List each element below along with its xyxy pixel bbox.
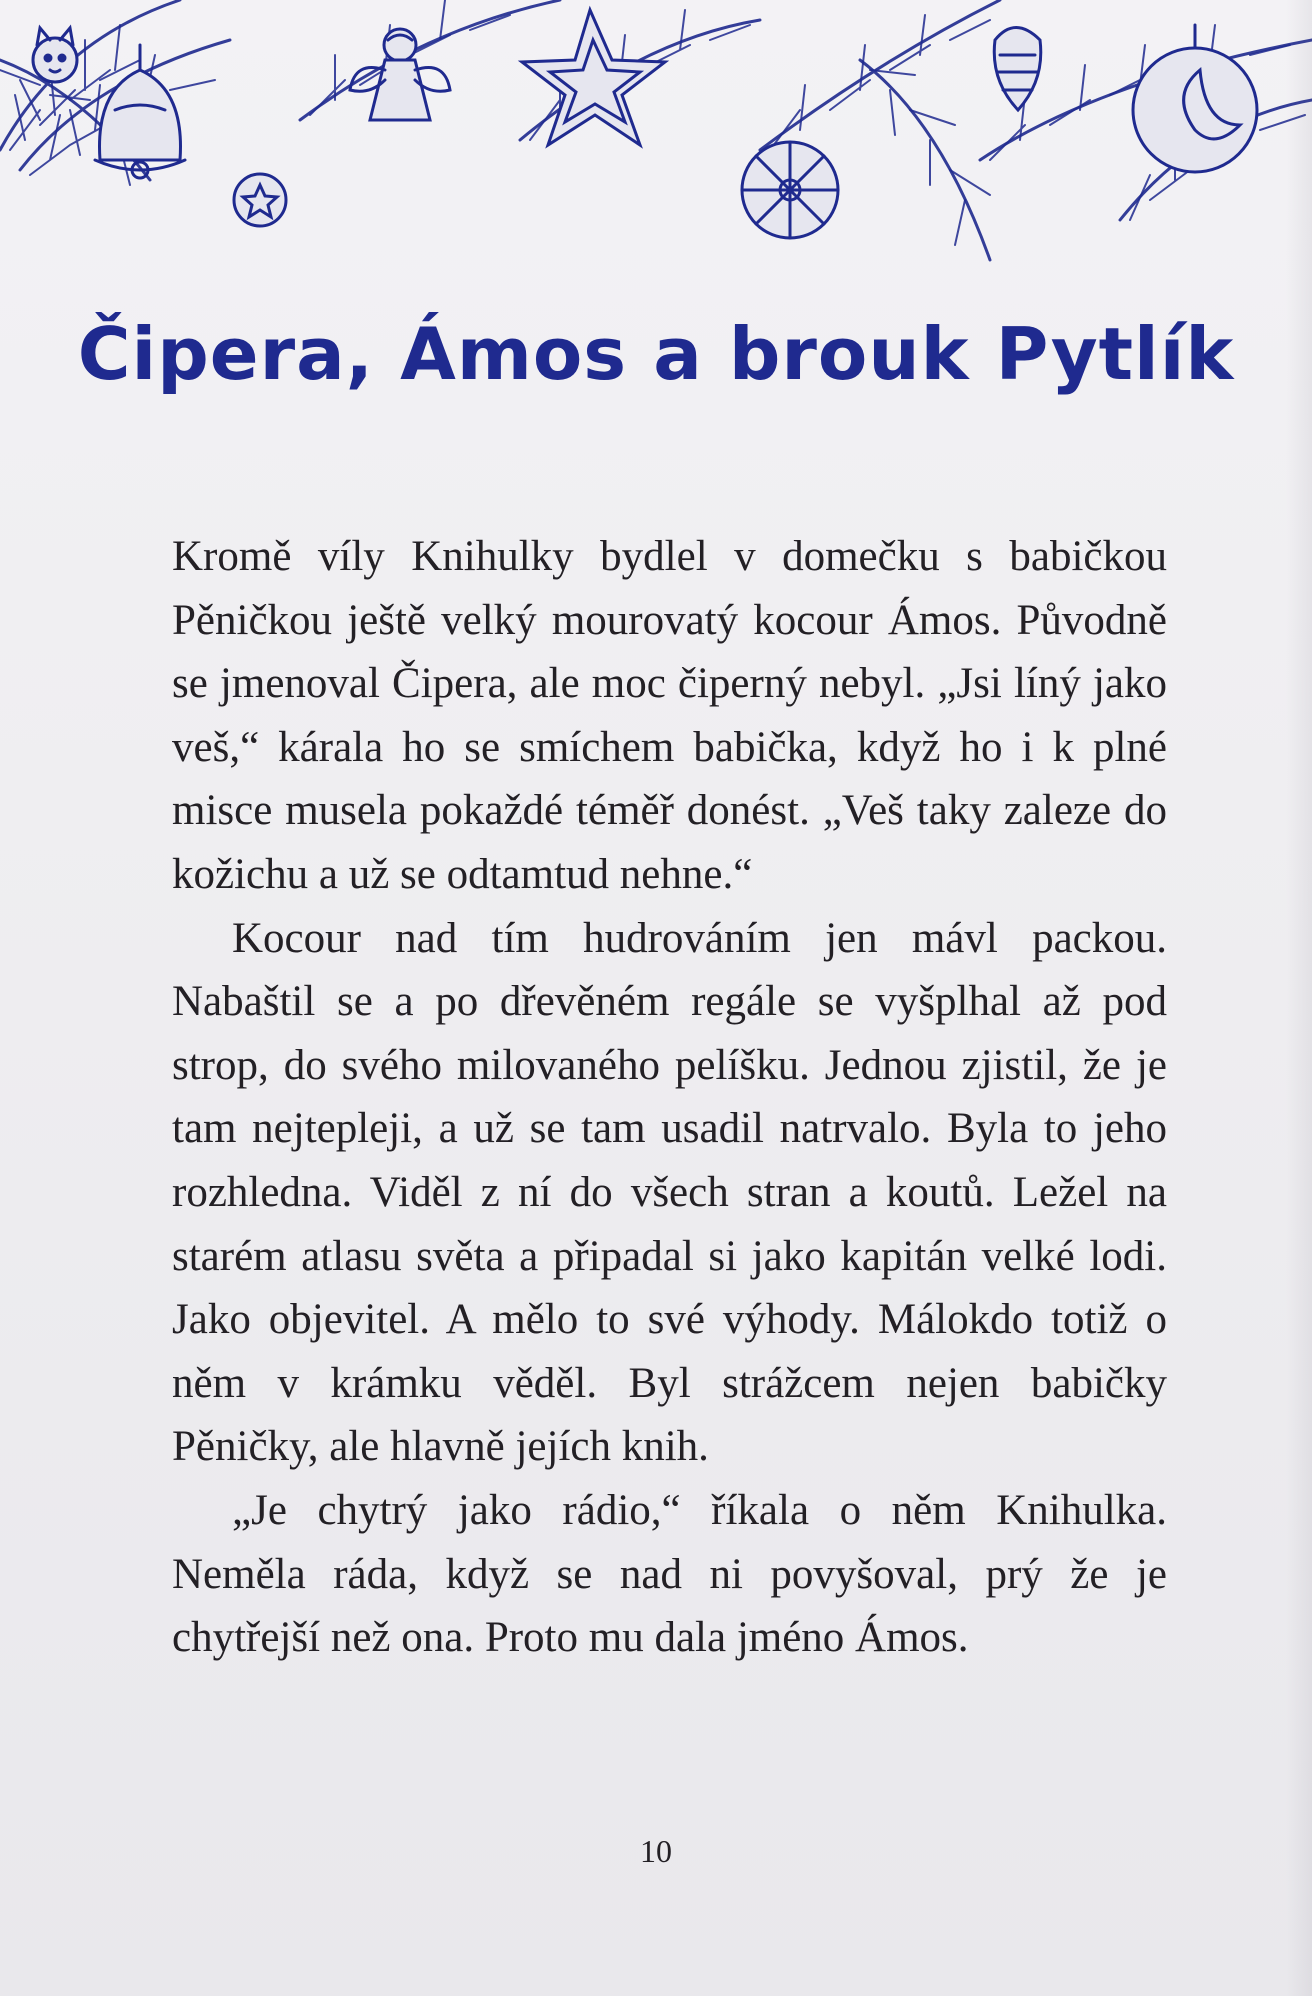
snowflake-ornament <box>742 142 838 238</box>
pine-needles <box>0 0 1305 245</box>
christmas-garland-illustration <box>0 0 1312 300</box>
small-star-bauble <box>234 174 286 226</box>
paragraph: Kromě víly Knihulky bydlel v domečku s babičkou Pěničkou ještě velký mourovatý kocour Ámos. Původně se jmenoval Čipera, ale moc čiperný nebyl. „Jsi líný jako veš,“ kárala ho se smíchem babička, když ho i k plné misce musela pokaždé téměř donést. „Veš taky zaleze do kožichu a už se odtamtud nehne.“ <box>172 533 1167 898</box>
pine-branches <box>0 0 1312 260</box>
page-number: 10 <box>640 1833 672 1869</box>
paragraph: „Je chytrý jako rádio,“ říkala o něm Knihulka. Neměla ráda, když se nad ni povyšoval, prý že je chytřejší než ona. Proto mu dala jméno Ámos. <box>172 1486 1167 1662</box>
chapter-body <box>172 525 1167 1670</box>
bell-ornament <box>95 45 185 178</box>
star-ornament <box>522 10 665 145</box>
cat-ornament <box>33 28 77 82</box>
moon-bauble <box>1133 25 1257 172</box>
paragraph: Kocour nad tím hudrováním jen mávl packou. Nabaštil se a po dřevěném regále se vyšplhal až pod strop, do svého milovaného pelíšku. Jednou zjistil, že je tam nejtepleji, a už se tam usadil natrvalo. Byla to jeho rozhledna. Viděl z ní do všech stran a koutů. Ležel na starém atlasu světa a připadal si jako kapitán velké lodi. Jako objevitel. A mělo to své výhody. Málokdo totiž o něm v krámku věděl. Byl strážcem nejen babičky Pěničky, ale hlavně jejích knih. <box>172 914 1167 1471</box>
chapter-title: Čipera, Ámos a brouk Pytlík <box>77 312 1235 396</box>
cone-ornament <box>994 28 1041 111</box>
